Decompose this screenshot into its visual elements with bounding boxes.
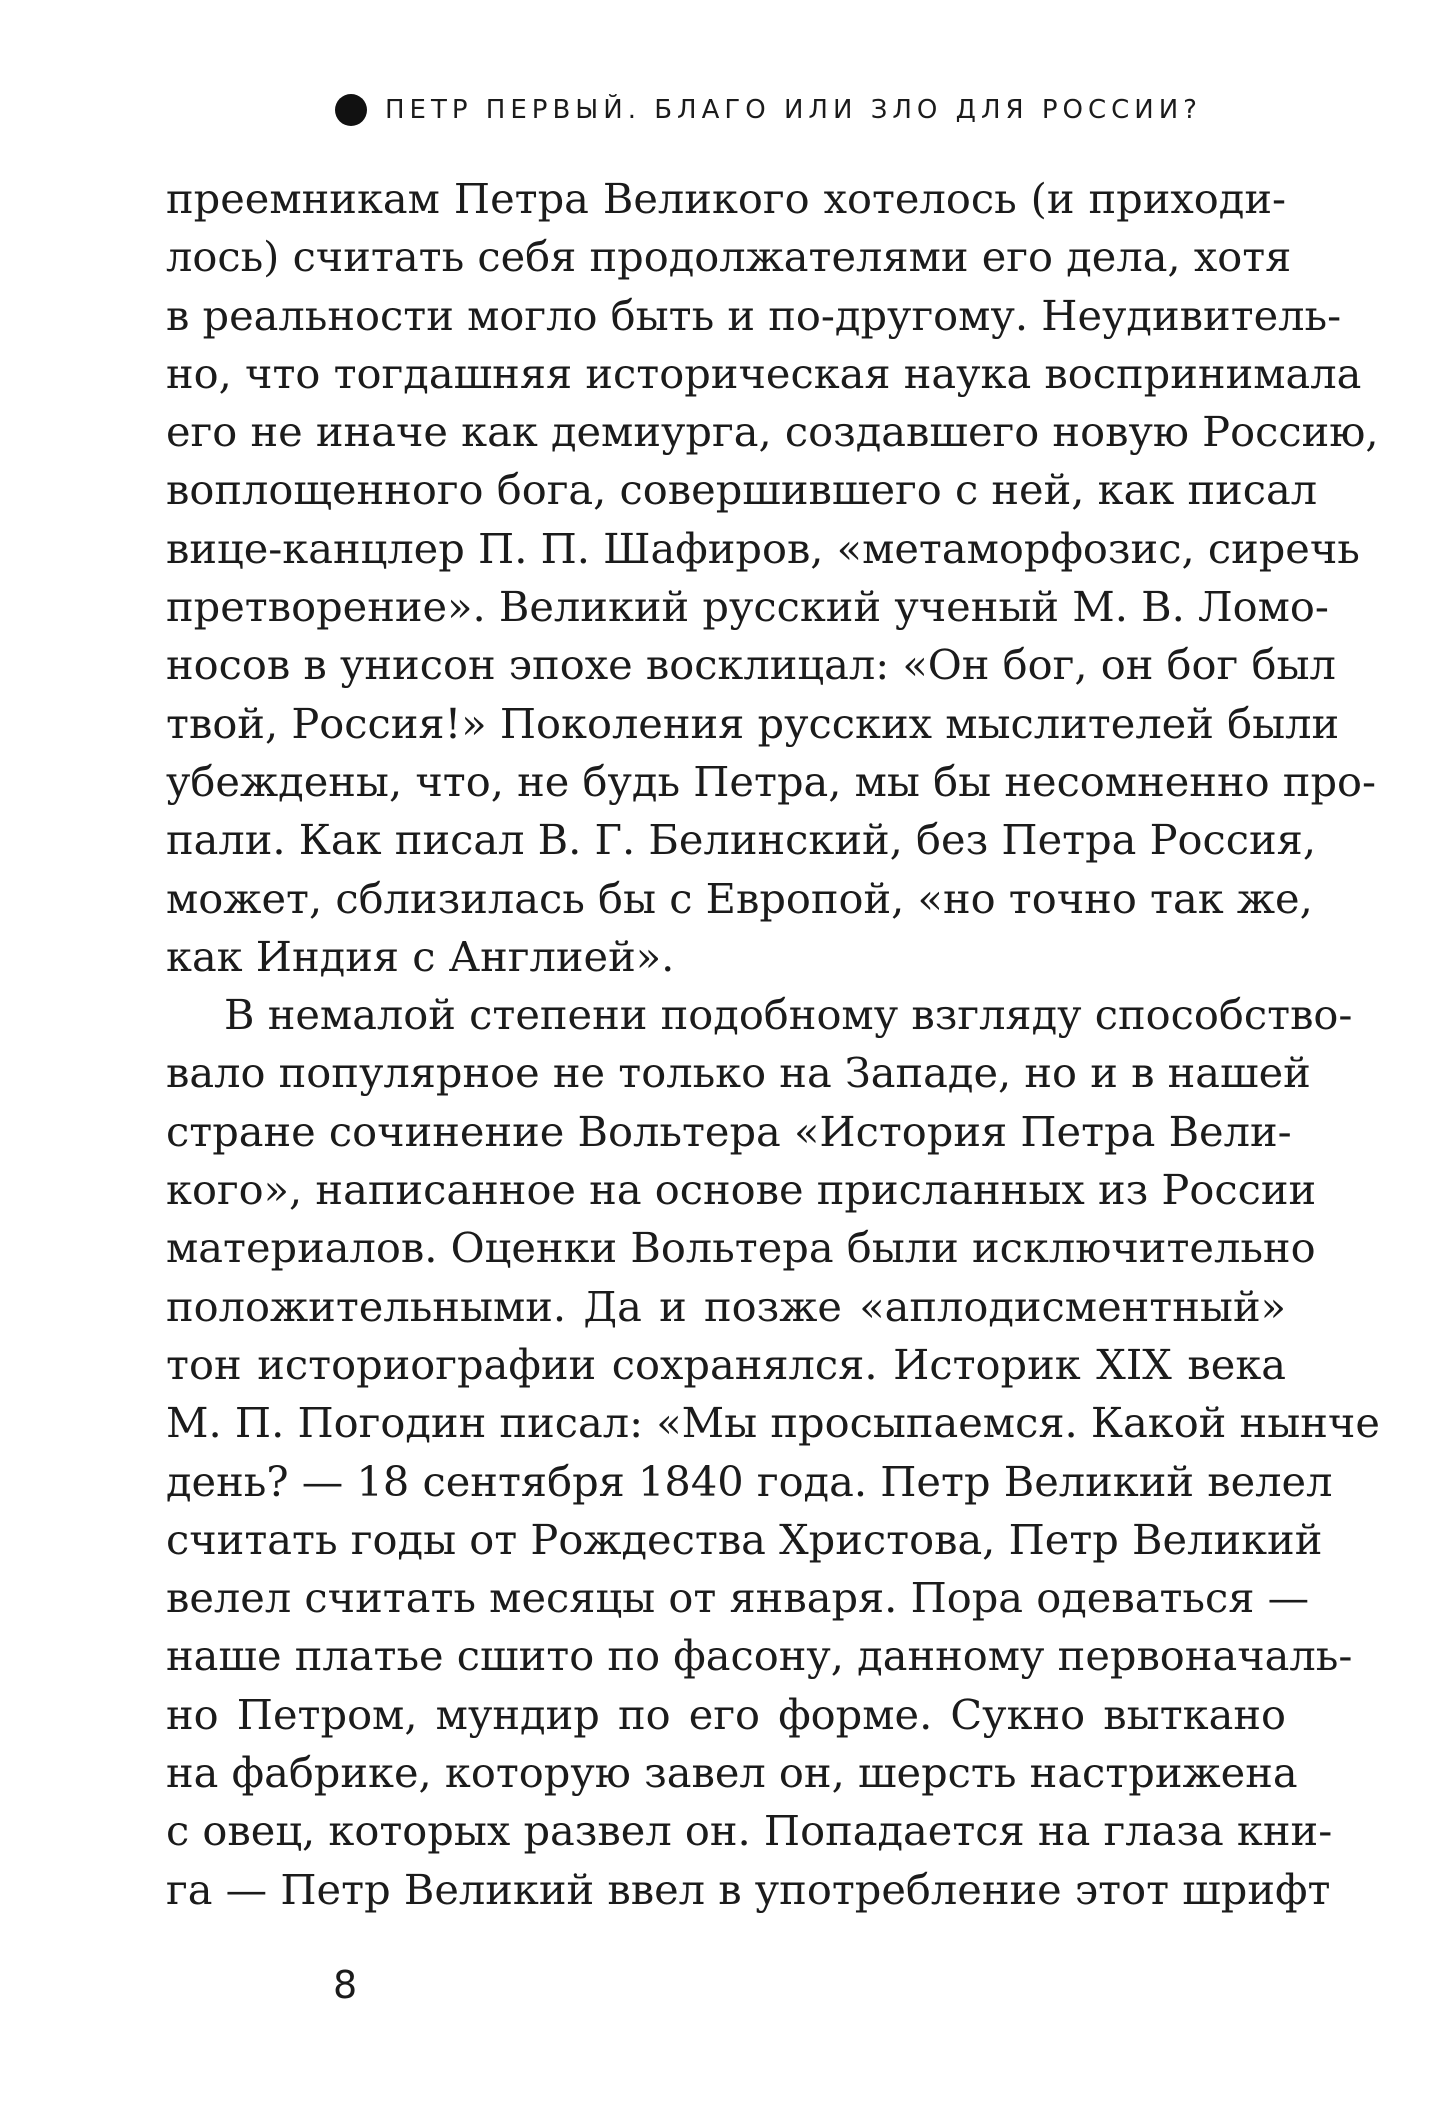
running-head [335, 94, 1202, 126]
text-line: твой, Россия!» Поколения русских мыслителей были [166, 698, 1340, 748]
text-line: его не иначе как демиурга, создавшего новую Россию, [166, 407, 1379, 457]
text-line: день? — 18 сентября 1840 года. Петр Великий велел [166, 1456, 1333, 1506]
text-line: лось) считать себя продолжателями его дела, хотя [166, 232, 1292, 282]
text-line: может, сблизилась бы с Европой, «но точно так же, [166, 873, 1313, 923]
text-line: В немалой степени подобному взгляду способство- [224, 990, 1353, 1040]
text-line: тон историографии сохранялся. Историк XIX века [166, 1339, 1286, 1389]
text-line: в реальности могло быть и по-другому. Неудивитель- [166, 290, 1342, 340]
text-line: но, что тогдашняя историческая наука воспринимала [166, 348, 1362, 398]
text-line: вице-канцлер П. П. Шафиров, «метаморфозис, сиречь [166, 523, 1360, 573]
text-line: пали. Как писал В. Г. Белинский, без Петра Россия, [166, 815, 1317, 865]
text-line: с овец, которых развел он. Попадается на глаза кни- [166, 1806, 1333, 1856]
paragraph-2 [166, 986, 1380, 1919]
text-line: как Индия с Англией». [166, 931, 675, 981]
text-line: М. П. Погодин писал: «Мы просыпаемся. Какой нынче [166, 1398, 1380, 1448]
text-line: считать годы от Рождества Христова, Петр Великий [166, 1514, 1323, 1564]
text-line: преемникам Петра Великого хотелось (и приходи- [166, 174, 1286, 223]
body-text [166, 170, 1380, 1919]
text-line: наше платье сшито по фасону, данному первоначаль- [166, 1631, 1353, 1681]
text-line: претворение». Великий русский ученый М. В. Ломо- [166, 582, 1329, 632]
text-line: велел считать месяцы от января. Пора одеваться — [166, 1573, 1310, 1623]
text-line: стране сочинение Вольтера «История Петра Вели- [166, 1106, 1292, 1156]
text-line: га — Петр Великий ввел в употребление этот шрифт [166, 1864, 1331, 1914]
text-line: положительными. Да и позже «аплодисментный» [166, 1281, 1286, 1331]
text-line: но Петром, мундир по его форме. Сукно выткано [166, 1689, 1286, 1739]
text-line: на фабрике, которую завел он, шерсть настрижена [166, 1748, 1298, 1798]
paragraph-1 [166, 170, 1379, 986]
text-line: воплощенного бога, совершившего с ней, как писал [166, 465, 1318, 515]
text-line: убеждены, что, не будь Петра, мы бы несомненно про- [166, 756, 1377, 806]
text-line: кого», написанное на основе присланных из России [166, 1165, 1317, 1215]
text-line: вало популярное не только на Западе, но и в нашей [166, 1048, 1311, 1098]
text-line: материалов. Оценки Вольтера были исключительно [166, 1223, 1316, 1273]
running-head-title: ПЕТР ПЕРВЫЙ. БЛАГО ИЛИ ЗЛО ДЛЯ РОССИИ? [385, 95, 1202, 125]
bullet-dot-icon [335, 94, 367, 126]
page-number: 8 [333, 1963, 358, 2007]
text-line: носов в унисон эпохе восклицал: «Он бог, он бог был [166, 640, 1336, 690]
